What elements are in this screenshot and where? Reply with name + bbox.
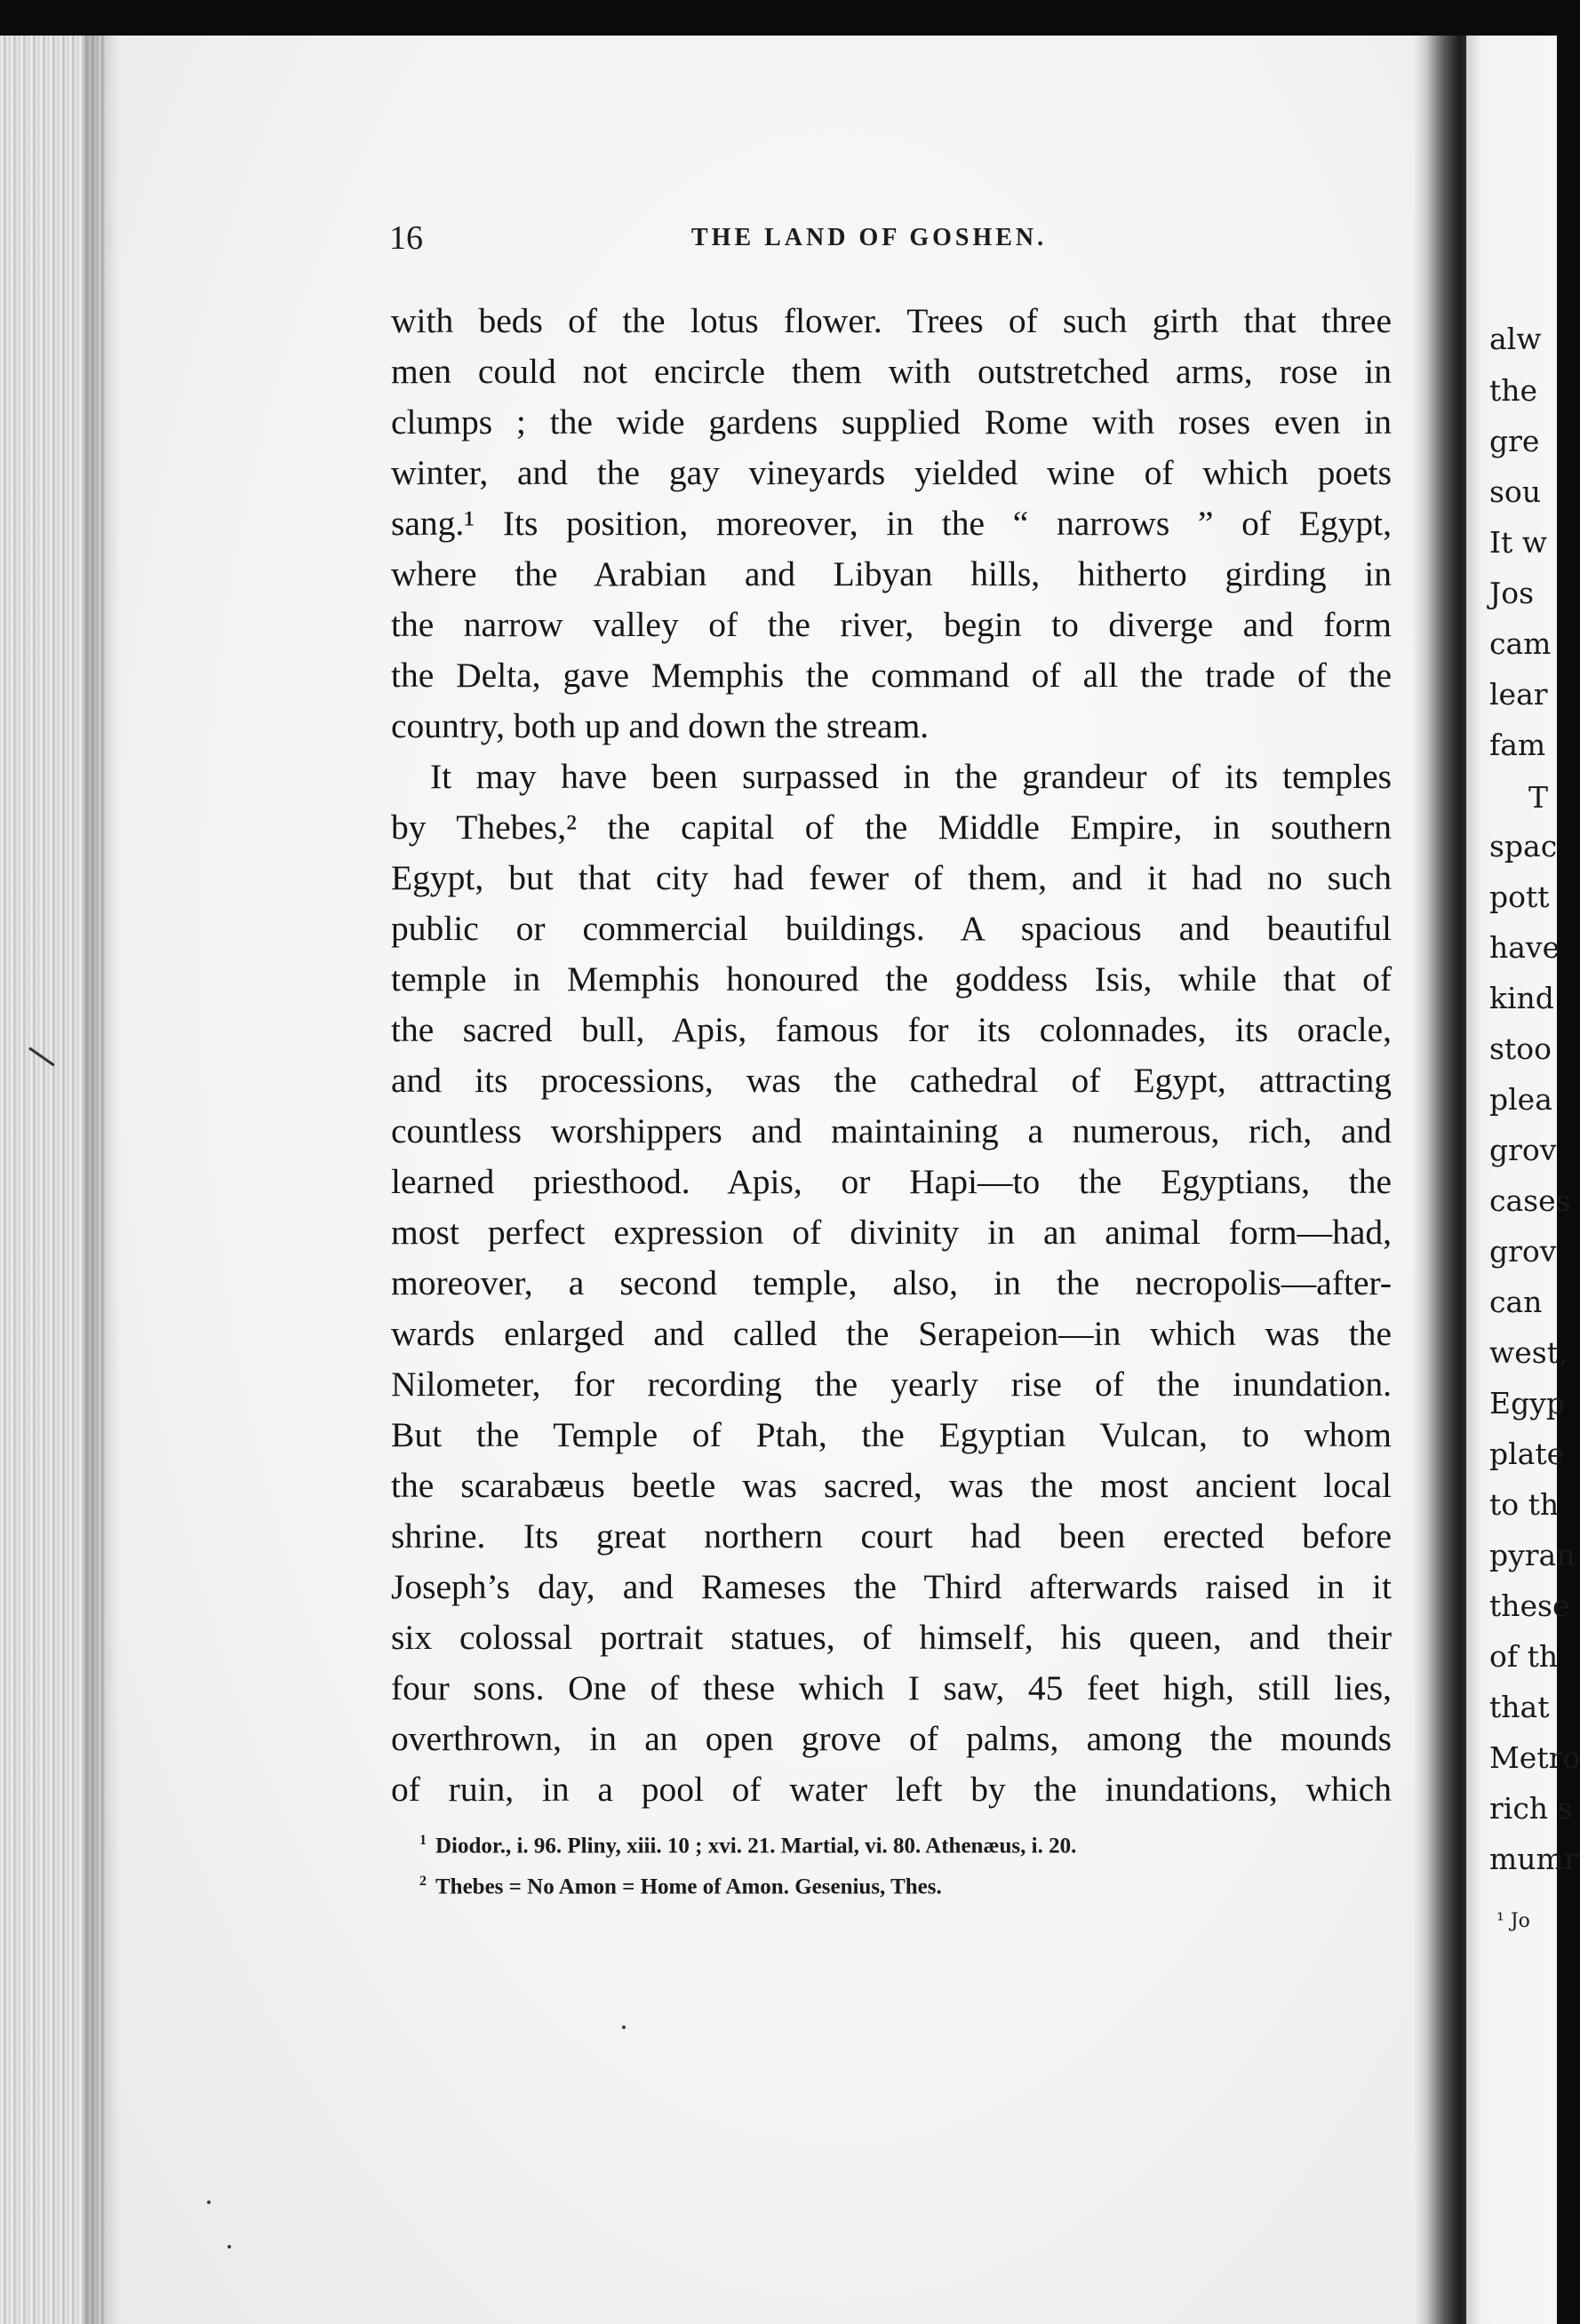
body-text [391,296,1392,1815]
right-page-line: It w [1489,525,1548,560]
right-page-line: pott [1489,879,1550,914]
right-page-line: mumr [1489,1842,1578,1876]
right-page-line: cam [1489,626,1552,661]
text-line: of ruin, in a pool of water left by the inundations, which [391,1770,1392,1809]
text-line: It may have been surpassed in the grandeur of its temples [430,757,1392,796]
right-page-line: T [1528,780,1549,815]
right-page-line: plate [1489,1437,1565,1471]
right-page-line: can [1489,1285,1543,1319]
text-line: wards enlarged and called the Serapeion—in which was the [391,1314,1392,1353]
text-line: But the Temple of Ptah, the Egyptian Vulcan, to whom [391,1415,1392,1454]
right-page-line: alw [1489,322,1542,356]
text-line: temple in Memphis honoured the goddess Isis, while that of [391,959,1392,999]
right-page-line: grov [1489,1234,1557,1269]
footnotes [419,1823,1397,1906]
text-line: country, both up and down the stream. [391,706,930,745]
text-line: shrine. Its great northern court had been erected before [391,1516,1392,1556]
right-page-line: sou [1489,474,1542,509]
right-page-line: have [1489,930,1560,965]
text-line: by Thebes,² the capital of the Middle Empire, in southern [391,808,1392,847]
text-line: public or commercial buildings. A spacious and beautiful [391,909,1392,948]
text-line: and its processions, was the cathedral of Egypt, attracting [391,1061,1392,1100]
paper-speck [227,2245,231,2248]
text-line: with beds of the lotus flower. Trees of such girth that three [391,301,1392,340]
footnote [419,1864,1397,1905]
right-page-line: gre [1489,424,1540,458]
page-edge-shadow [84,36,120,2324]
right-page-line: Metro [1489,1740,1580,1775]
text-line: learned priesthood. Apis, or Hapi—to the Egyptians, the [391,1162,1392,1201]
paper-speck [207,2201,211,2204]
right-page-line: west, [1489,1335,1568,1370]
text-line: moreover, a second temple, also, in the necropolis—after- [391,1263,1392,1302]
footnote-marker: 2 [419,1874,427,1890]
right-page-line: these [1489,1588,1570,1623]
right-page-line: that [1489,1690,1550,1724]
right-page-line: lear [1489,677,1548,712]
text-line: the Delta, gave Memphis the command of all the trade of the [391,656,1392,695]
paper-speck [622,2026,626,2029]
right-page-line: grov [1489,1133,1557,1167]
text-line: Egypt, but that city had fewer of them, and it had no such [391,858,1392,897]
right-page-line: stoo [1489,1031,1552,1066]
text-line: winter, and the gay vineyards yielded wine of which poets [391,453,1392,492]
text-line: Nilometer, for recording the yearly rise of the inundation. [391,1365,1392,1404]
right-page-line: pyran [1489,1538,1576,1572]
page-number: 16 [389,219,423,257]
right-page-line: Jos [1489,576,1535,610]
running-head [389,219,1393,263]
right-page-line: plea [1489,1082,1552,1117]
text-line: four sons. One of these which I saw, 45 feet high, still lies, [391,1668,1392,1707]
text-line: sang.¹ Its position, moreover, in the “ narrows ” of Egypt, [391,504,1392,543]
text-line: the narrow valley of the river, begin to diverge and form [391,605,1392,644]
footnote-marker: 1 [419,1833,427,1848]
page-title: THE LAND OF GOSHEN. [691,224,1048,251]
footnote-text: Thebes = No Amon = Home of Amon. Gesenius, Thes. [435,1874,942,1899]
right-page-line: kind [1489,981,1554,1015]
right-page-line: of th [1489,1639,1559,1674]
right-page-line: spac [1489,829,1558,864]
footnote-text: Diodor., i. 96. Pliny, xiii. 10 ; xvi. 21. Martial, vi. 80. Athenæus, i. 20. [435,1834,1077,1858]
right-page-line: fam [1489,728,1546,762]
right-page-line: the [1489,373,1538,408]
text-line: Joseph’s day, and Rameses the Third afterwards raised in it [391,1567,1392,1606]
text-line: the sacred bull, Apis, famous for its colonnades, its oracle, [391,1010,1392,1049]
right-page-line: cases [1489,1183,1571,1218]
text-line: clumps ; the wide gardens supplied Rome with roses even in [391,402,1392,442]
text-line: most perfect expression of divinity in an animal form—had, [391,1213,1392,1252]
text-line: overthrown, in an open grove of palms, among the mounds [391,1719,1392,1758]
right-page-line: to th [1489,1487,1560,1522]
right-page-line: Egyp [1489,1386,1565,1421]
text-line: six colossal portrait statues, of himself, his queen, and their [391,1618,1392,1657]
text-line: men could not encircle them with outstretched arms, rose in [391,352,1392,391]
text-line: countless worshippers and maintaining a numerous, rich, and [391,1111,1392,1150]
footnote [419,1823,1397,1864]
right-page-footnote: ¹ Jo [1496,1910,1530,1932]
text-line: the scarabæus beetle was sacred, was the most ancient local [391,1466,1392,1505]
right-page-line: rich s [1489,1791,1573,1826]
right-page-fragment [1466,36,1580,2324]
text-line: where the Arabian and Libyan hills, hitherto girding in [391,554,1392,593]
